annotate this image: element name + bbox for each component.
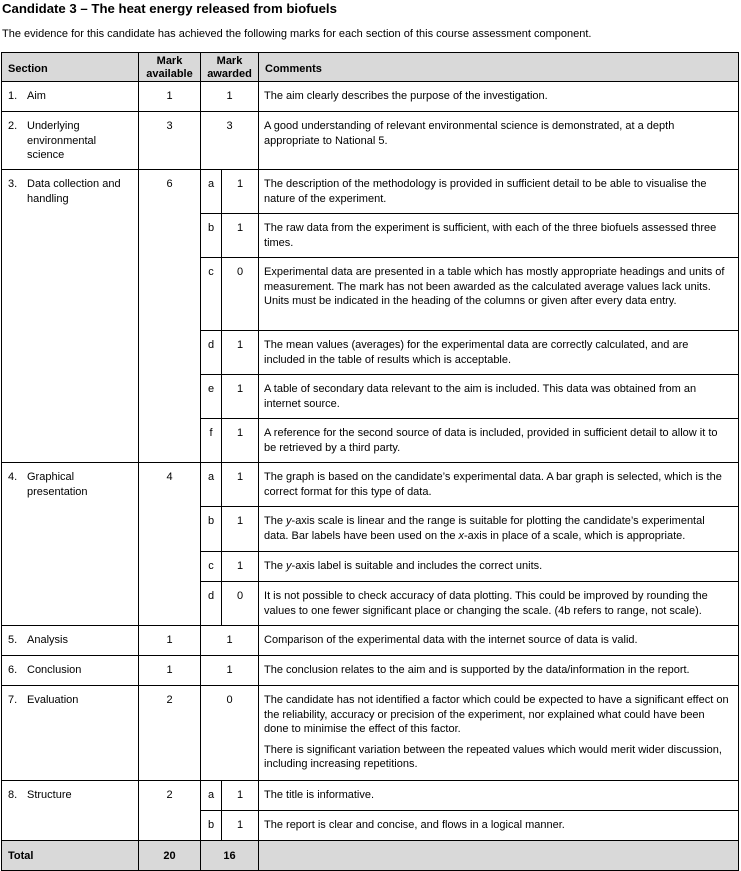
table-row: [2, 626, 739, 656]
section-cell: 1. Aim: [2, 82, 139, 112]
section-cell: 8. Structure: [2, 781, 139, 841]
part-letter: c: [201, 552, 222, 582]
section-cell: 5. Analysis: [2, 626, 139, 656]
part-letter: c: [201, 258, 222, 331]
section-cell: 4. Graphical presentation: [2, 463, 139, 626]
table-row: [2, 112, 739, 170]
comment-cell: Comparison of the experimental data with the internet source of data is valid.: [259, 626, 739, 656]
table-row: [2, 656, 739, 686]
part-letter: f: [201, 419, 222, 463]
comment-cell: The raw data from the experiment is sufficient, with each of the three biofuels assessed three times.: [259, 214, 739, 258]
part-letter: a: [201, 781, 222, 811]
part-mark: 1: [222, 781, 259, 811]
part-mark: 0: [222, 258, 259, 331]
part-mark: 0: [222, 582, 259, 626]
comment-cell: The candidate has not identified a factor which could be expected to have a significant effect on the reliability, accuracy or precision of the experiment, nor explained what could have been done to minimise the effect of this factor. There is significant variation between the repeated values which would merit wider discussion, including increasing repetitions.: [259, 686, 739, 781]
part-mark: 1: [222, 507, 259, 552]
col-header-mark-awarded: Mark awarded: [201, 53, 259, 82]
part-letter: d: [201, 582, 222, 626]
mark-available: 1: [139, 656, 201, 686]
comment-cell: The graph is based on the candidate’s experimental data. A bar graph is selected, which is the correct format for this type of data.: [259, 463, 739, 507]
total-available: 20: [139, 841, 201, 871]
part-letter: b: [201, 507, 222, 552]
mark-available: 3: [139, 112, 201, 170]
part-mark: 1: [222, 552, 259, 582]
part-mark: 1: [222, 419, 259, 463]
part-letter: a: [201, 170, 222, 214]
comment-cell: The y-axis scale is linear and the range is suitable for plotting the candidate’s experimental data. Bar labels have been used on the x-axis in place of a scale, which is appropriate.: [259, 507, 739, 552]
table-row: [2, 781, 739, 811]
mark-available: 2: [139, 781, 201, 841]
part-letter: b: [201, 214, 222, 258]
total-label: Total: [2, 841, 139, 871]
part-mark: 1: [222, 375, 259, 419]
mark-awarded: 0: [201, 686, 259, 781]
mark-available: 4: [139, 463, 201, 626]
total-awarded: 16: [201, 841, 259, 871]
part-mark: 1: [222, 214, 259, 258]
mark-available: 1: [139, 626, 201, 656]
section-cell: 2. Underlying environmental science: [2, 112, 139, 170]
part-letter: b: [201, 811, 222, 841]
part-letter: e: [201, 375, 222, 419]
table-row: [2, 82, 739, 112]
mark-awarded: 1: [201, 656, 259, 686]
page-title: Candidate 3 – The heat energy released from biofuels: [2, 1, 337, 16]
comment-cell: The conclusion relates to the aim and is supported by the data/information in the report.: [259, 656, 739, 686]
mark-available: 6: [139, 170, 201, 463]
mark-awarded: 3: [201, 112, 259, 170]
mark-available: 1: [139, 82, 201, 112]
part-letter: d: [201, 331, 222, 375]
comment-cell: A good understanding of relevant environmental science is demonstrated, at a depth appropriate to National 5.: [259, 112, 739, 170]
section-cell: 3. Data collection and handling: [2, 170, 139, 463]
comment-cell: The aim clearly describes the purpose of the investigation.: [259, 82, 739, 112]
intro-text: The evidence for this candidate has achieved the following marks for each section of this course assessment component.: [2, 28, 592, 40]
mark-awarded: 1: [201, 626, 259, 656]
mark-available: 2: [139, 686, 201, 781]
part-mark: 1: [222, 811, 259, 841]
marks-table: [1, 52, 739, 871]
comment-cell: A table of secondary data relevant to the aim is included. This data was obtained from an internet source.: [259, 375, 739, 419]
total-comment: [259, 841, 739, 871]
comment-cell: The title is informative.: [259, 781, 739, 811]
col-header-section: Section: [2, 53, 139, 82]
section-cell: 7. Evaluation: [2, 686, 139, 781]
comment-cell: A reference for the second source of data is included, provided in sufficient detail to allow it to be retrieved by a third party.: [259, 419, 739, 463]
table-row: [2, 686, 739, 781]
comment-cell: The mean values (averages) for the experimental data are correctly calculated, and are included in the table of results which is acceptable.: [259, 331, 739, 375]
col-header-mark-available: Mark available: [139, 53, 201, 82]
part-mark: 1: [222, 170, 259, 214]
total-row: [2, 841, 739, 871]
comment-cell: It is not possible to check accuracy of data plotting. This could be improved by rounding the values to one fewer significant place or changing the scale. (4b refers to range, not scale).: [259, 582, 739, 626]
table-row: [2, 463, 739, 507]
table-header-row: [2, 53, 739, 82]
comment-cell: The y-axis label is suitable and includes the correct units.: [259, 552, 739, 582]
part-letter: a: [201, 463, 222, 507]
table-row: [2, 170, 739, 214]
comment-cell: The description of the methodology is provided in sufficient detail to be able to visualise the nature of the experiment.: [259, 170, 739, 214]
part-mark: 1: [222, 463, 259, 507]
comment-cell: The report is clear and concise, and flows in a logical manner.: [259, 811, 739, 841]
col-header-comments: Comments: [259, 53, 739, 82]
mark-awarded: 1: [201, 82, 259, 112]
section-cell: 6. Conclusion: [2, 656, 139, 686]
part-mark: 1: [222, 331, 259, 375]
comment-cell: Experimental data are presented in a table which has mostly appropriate headings and units of measurement. The mark has not been awarded as the calculated average values lack units. Units must be indicated in the heading of the columns or given after every data entry.: [259, 258, 739, 331]
